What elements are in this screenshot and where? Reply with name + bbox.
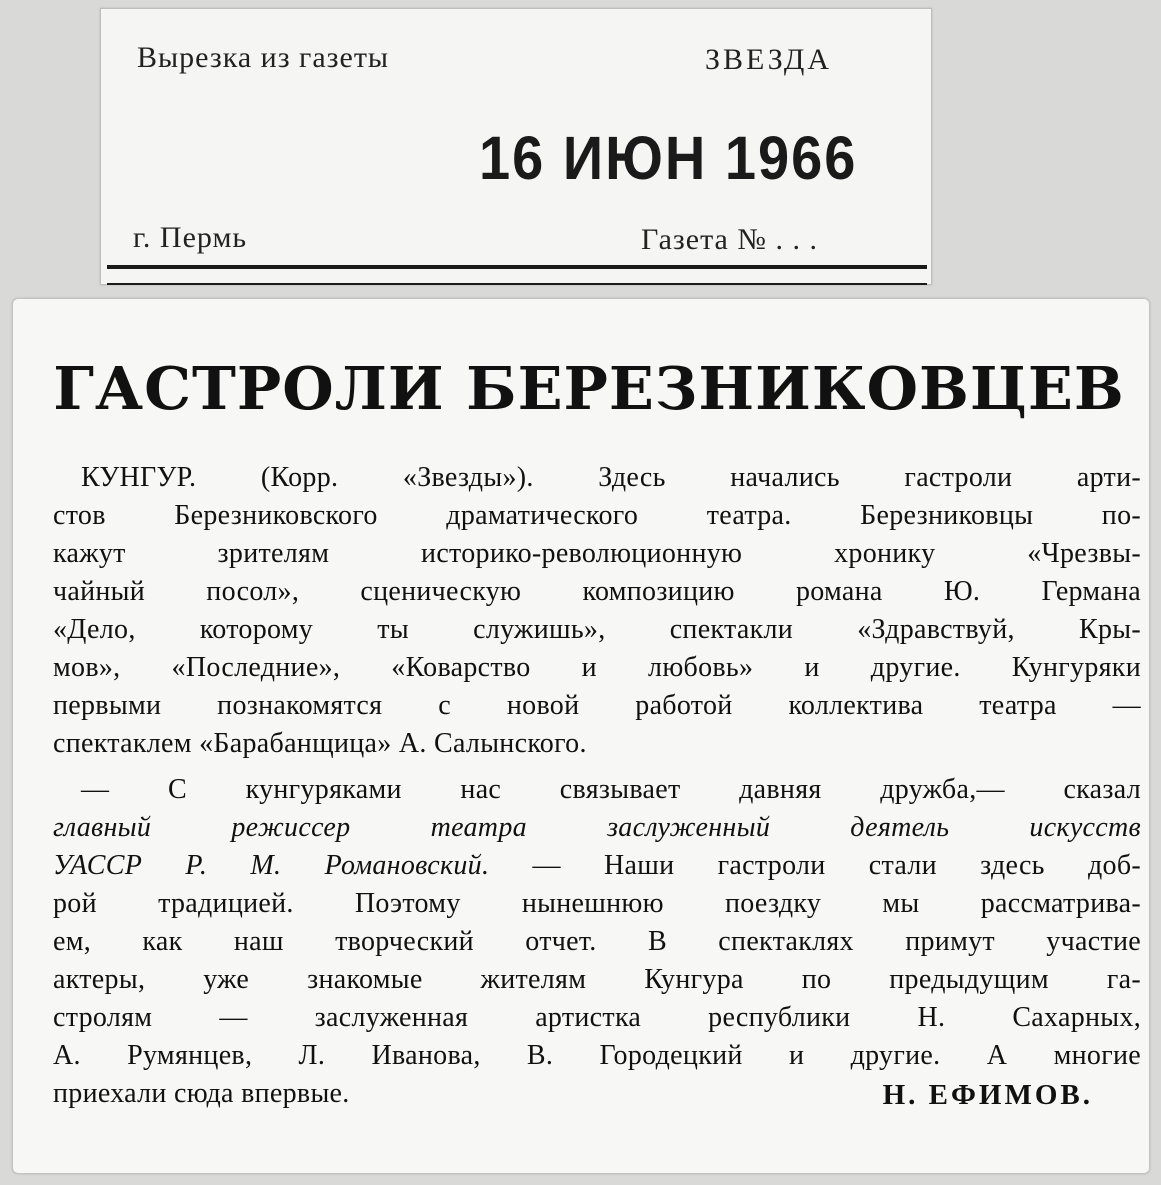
date-stamp: 16 ИЮН 1966 [479, 122, 858, 193]
text-line: КУНГУР. (Корр. «Звезды»). Здесь начались гастроли арти- [81, 462, 1141, 493]
text-line: актеры, уже знакомые жителям Кунгура по предыдущим га- [53, 964, 1141, 995]
text-line: чайный посол», сценическую композицию романа Ю. Германа [53, 576, 1141, 607]
text-line: кажут зрителям историко-революционную хронику «Чрезвы- [53, 538, 1141, 569]
issue-number-label: Газета № . . . [641, 223, 818, 256]
text-line: мов», «Последние», «Коварство и любовь» и другие. Кунгуряки [53, 652, 1141, 683]
paragraph-1 [53, 459, 1141, 763]
director-name: УАССР Р. М. Романовский. [53, 850, 490, 881]
article-body [53, 459, 1141, 1113]
text-line: стролям — заслуженная артистка республики Н. Сахарных, [53, 1002, 1141, 1033]
clipping-header [100, 8, 932, 285]
text-line: ем, как наш творческий отчет. В спектаклях примут участие [53, 926, 1141, 957]
newspaper-name: ЗВЕЗДА [705, 43, 833, 76]
clipping-label: Вырезка из газеты [137, 41, 390, 74]
text-line: А. Румянцев, Л. Иванова, В. Городецкий и другие. А многие [53, 1040, 1141, 1071]
text-line: «Дело, которому ты служишь», спектакли «Здравствуй, Кры- [53, 614, 1141, 645]
article-clipping [12, 298, 1150, 1174]
text-line: рой традицией. Поэтому нынешнюю поездку мы рассматрива- [53, 888, 1141, 919]
header-divider [107, 265, 927, 285]
paragraph-2 [53, 771, 1141, 1113]
text-line: — С кунгуряками нас связывает давняя дружба,— сказал [81, 774, 1141, 805]
text-line: первыми познакомятся с новой работой коллектива театра — [53, 690, 1141, 721]
author-signature: Н. ЕФИМОВ. [882, 1079, 1093, 1111]
city-label: г. Пермь [133, 221, 248, 254]
text-line: стов Березниковского драматического театра. Березниковцы по- [53, 500, 1141, 531]
text-line-mixed [53, 847, 1141, 885]
text-line: приехали сюда впервые. [53, 1078, 350, 1109]
text-fragment: — Наши гастроли стали здесь доб- [532, 850, 1141, 881]
text-line: спектаклем «Барабанщица» А. Салынского. [53, 728, 587, 759]
text-line-italic: главный режиссер театра заслуженный деятель искусств [53, 812, 1141, 843]
article-title: ГАСТРОЛИ БЕРЕЗНИКОВЦЕВ [53, 354, 1125, 423]
